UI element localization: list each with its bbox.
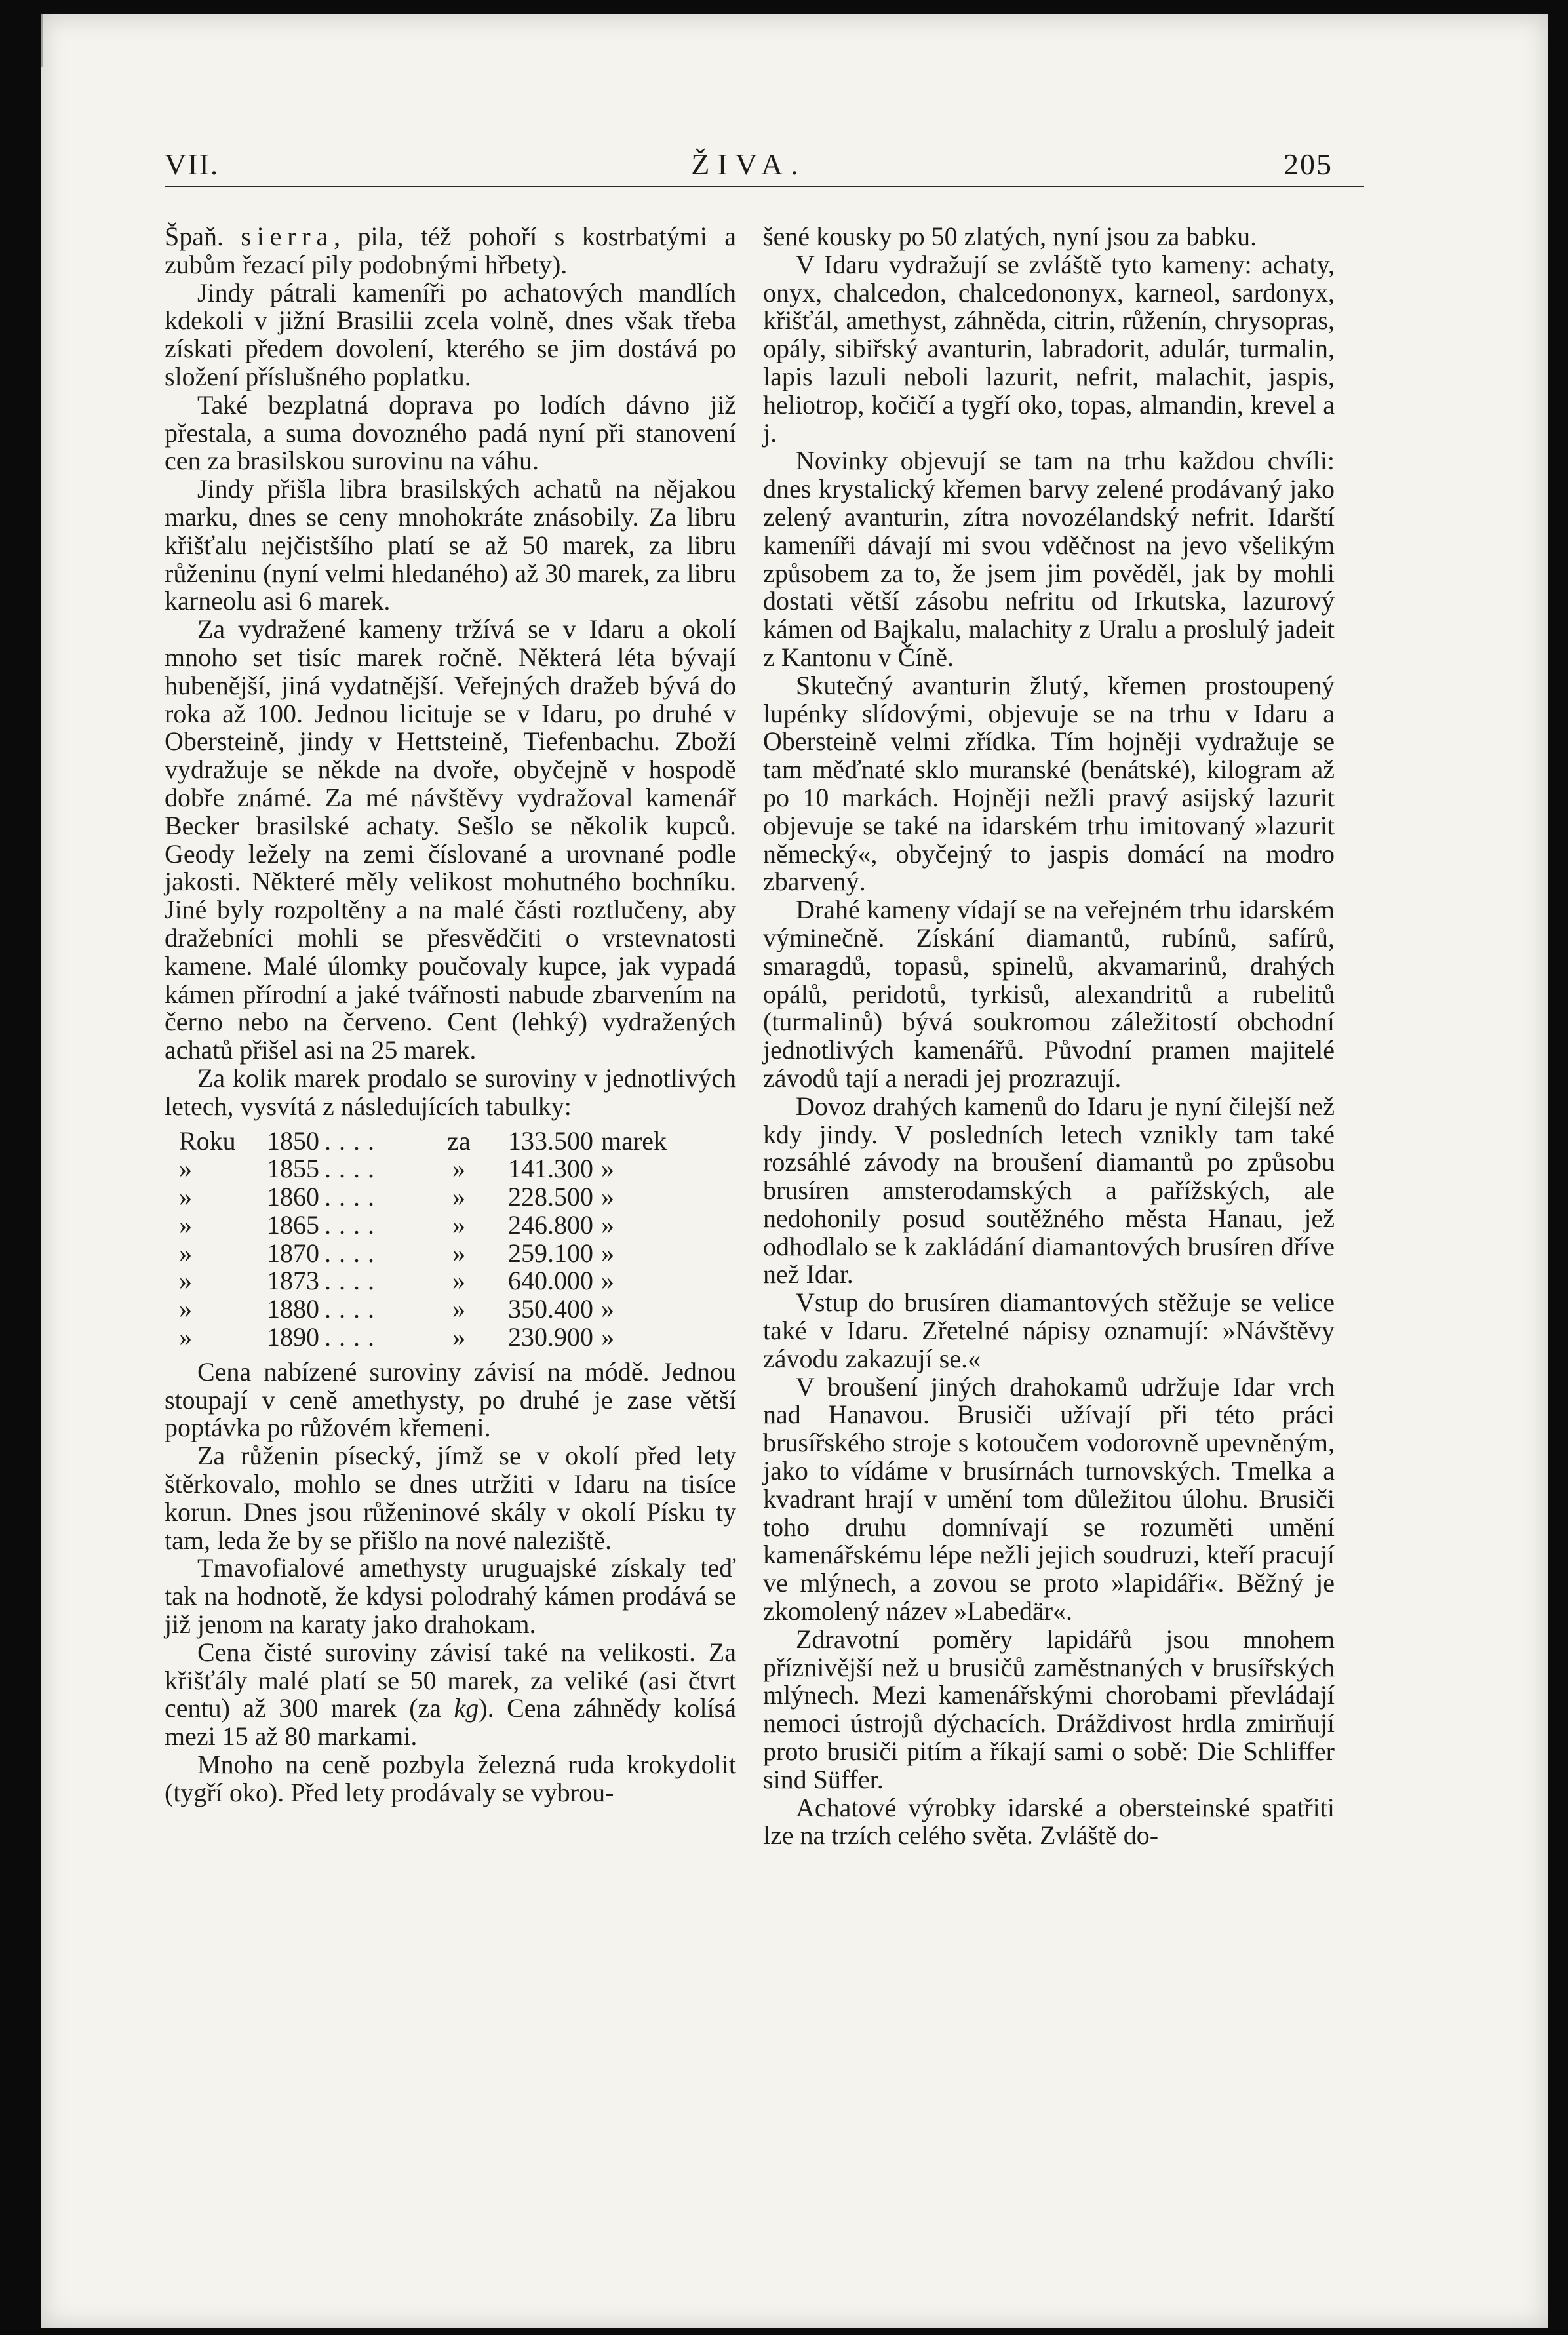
unit-cell: » xyxy=(601,1238,614,1268)
paragraph: šené kousky po 50 zlatých, nyní jsou za babku. xyxy=(763,222,1257,251)
paragraph: Cena čisté suroviny závisí také na velikosti. Za křišťály malé platí se 50 marek, za veliké (asi čtvrt centu) až 300 marek (za kg). Cena záhnědy kolísá mezi 15 až 80 markami. xyxy=(165,1637,736,1752)
leader-dots: .... xyxy=(324,1126,382,1156)
amount-cell: 246.800 xyxy=(508,1209,593,1240)
amount-cell: 230.900 xyxy=(508,1322,593,1352)
year-cell: 1850 xyxy=(267,1126,319,1156)
journal-title: ŽIVA. xyxy=(691,147,806,181)
header-rule xyxy=(165,186,1364,187)
amount-prefix: » xyxy=(452,1209,465,1240)
leader-dots: .... xyxy=(324,1182,382,1212)
leader-dots: .... xyxy=(324,1266,382,1296)
amount-cell: 141.300 xyxy=(508,1154,593,1184)
leader-dots: .... xyxy=(324,1322,382,1352)
paragraph: Zdravotní poměry lapidářů jsou mnohem příznivější než u brusičů zaměstnaných v brusířských mlýnech. Mezi kamenářskými chorobami převládají nemoci ústrojů dýchacích. Dráždivost hrdla zmirňují proto brusiči pitím a říkají sami o sobě: Die Schliffer sind Süffer. xyxy=(763,1624,1335,1794)
paragraph: Tmavofialové amethysty uruguajské získaly teď tak na hodnotě, že kdysi polodrahý kámen prodává se již jenom na karaty jako drahokam. xyxy=(165,1553,736,1639)
year-cell: 1865 xyxy=(267,1209,319,1240)
table-row xyxy=(179,1324,706,1352)
row-label: » xyxy=(179,1154,192,1184)
amount-cell: 640.000 xyxy=(508,1266,593,1296)
amount-prefix: » xyxy=(452,1294,465,1324)
paragraph: Za růženin písecký, jímž se v okolí před lety štěrkovalo, mohlo se dnes utržiti v Idaru na tisíce korun. Dnes jsou růženinové skály v okolí Písku ty tam, leda že by se přišlo na nové naleziště. xyxy=(165,1441,736,1555)
row-label: » xyxy=(179,1322,192,1352)
paragraph: Jindy pátrali kameníři po achatových mandlích kdekoli v jižní Brasilii zcela volně, dnes však třeba získati předem dovolení, kterého se jim dostává po složení příslušného poplatku. xyxy=(165,277,736,391)
unit-cell: » xyxy=(601,1266,614,1296)
amount-prefix: za xyxy=(447,1126,471,1156)
unit-cell: » xyxy=(601,1209,614,1240)
unit-cell: » xyxy=(601,1154,614,1184)
table-row xyxy=(179,1295,706,1324)
paragraph: Skutečný avanturin žlutý, křemen prostoupený lupénky slídovými, objevuje se na trhu v Idaru a Obersteině velmi zřídka. Tím hojněji vydražuje se tam měďnaté sklo muranské (benátské), kilogram až po 10 markách. Hojněji nežli pravý asijský lazurit objevuje se také na idarském trhu imitovaný »lazurit německý«, obyčejný to jaspis domácí na modro zbarvený. xyxy=(763,670,1335,897)
left-column xyxy=(165,223,736,1807)
year-cell: 1860 xyxy=(267,1182,319,1212)
table-row xyxy=(179,1155,706,1183)
paragraph: Achatové výrobky idarské a obersteinské spatřiti lze na trzích celého světa. Zvláště do- xyxy=(763,1792,1335,1851)
paragraph: Mnoho na ceně pozbyla železná ruda krokydolit (tygří oko). Před lety prodávaly se vybrou- xyxy=(165,1750,736,1807)
leader-dots: .... xyxy=(324,1209,382,1240)
paragraph: Dovoz drahých kamenů do Idaru je nyní čilejší než kdy jindy. V posledních letech vznikly tam také rozsáhlé závody na broušení diamantů po způsobu brusíren amsterodamských a pařížských, ale nedohonily posud soutěžného města Hanau, jež odhodlalo se k zakládání diamantových brusíren dříve než Idar. xyxy=(763,1091,1335,1289)
row-label: » xyxy=(179,1238,192,1268)
paragraph: Za kolik marek prodalo se suroviny v jednotlivých letech, vysvítá z následujících tabulky: xyxy=(165,1063,736,1121)
paragraph: Špaň. sierra, pila, též pohoří s kostrbatými a zubům řezací pily podobnými hřbety). xyxy=(165,222,737,279)
amount-prefix: » xyxy=(452,1322,465,1352)
row-label: » xyxy=(179,1294,192,1324)
paragraph: Za vydražené kameny tržívá se v Idaru a okolí mnoho set tisíc marek ročně. Některá léta bývají hubenější, jiná vydatnější. Veřejných dražeb bývá do roka až 100. Jednou licituje se v Idaru, po druhé v Obersteině, jindy v Hettsteině, Tiefenbachu. Zboží vydražuje se někde na dvoře, obyčejně v hospodě dobře známé. Za mé návštěvy vydražoval kamenář Becker brasilské achaty. Sešlo se několik kupců. Geody ležely na zemi číslované a urovnané podle jakosti. Některé měly velikost mohutného bochníku. Jiné byly rozpoltěny a na malé části roztlučeny, aby dražebníci mohli se přesvědčiti o vrstevnatosti kamene. Malé úlomky poučovaly kupce, jak vypadá kámen přírodní a jaké tvářnosti nabude zbarvením na černo nebo na červeno. Cent (lehký) vydražených achatů přišel asi na 25 marek. xyxy=(165,614,736,1065)
amount-cell: 259.100 xyxy=(508,1238,593,1268)
table-row xyxy=(179,1211,706,1240)
amount-prefix: » xyxy=(452,1154,465,1184)
unit-cell: marek xyxy=(601,1126,667,1156)
volume-number: VII. xyxy=(165,147,220,181)
year-cell: 1880 xyxy=(267,1294,319,1324)
table-row xyxy=(179,1240,706,1268)
year-cell: 1870 xyxy=(267,1238,319,1268)
row-label: » xyxy=(179,1266,192,1296)
amount-cell: 228.500 xyxy=(508,1182,593,1212)
sales-table xyxy=(179,1128,706,1352)
amount-prefix: » xyxy=(452,1182,465,1212)
paragraph: Novinky objevují se tam na trhu každou chvíli: dnes krystalický křemen barvy zelené prodávaný jako zelený avanturin, zítra novozélandský nefrit. Idarští kameníři dávají mi svou vděčnost na jevo všelikým způsobem za to, že jsem jim pověděl, jak by mohli dostati větší zásobu nefritu od Irkutska, lazurový kámen od Bajkalu, malachity z Uralu a proslulý jadeit z Kantonu v Číně. xyxy=(763,446,1335,672)
unit-cell: » xyxy=(601,1294,614,1324)
scan-edge-mark xyxy=(41,14,121,67)
row-label: Roku xyxy=(179,1126,236,1156)
paragraph: V Idaru vydražují se zvláště tyto kameny: achaty, onyx, chalcedon, chalcedononyx, karneol, sardonyx, křišťál, amethyst, záhněda, citrin, růženín, chrysopras, opály, sibiřský avanturin, labradorit, adulár, turmalin, lapis lazuli neboli lazurit, nefrit, malachit, jaspis, heliotrop, kočičí a tygří oko, topas, almandin, krevel a j. xyxy=(763,249,1335,448)
page-number: 205 xyxy=(1284,147,1333,181)
amount-cell: 133.500 xyxy=(508,1126,593,1156)
table-row xyxy=(179,1183,706,1211)
leader-dots: .... xyxy=(324,1238,382,1268)
right-column xyxy=(763,223,1335,1850)
table-row xyxy=(179,1267,706,1295)
unit-cell: » xyxy=(601,1182,614,1212)
year-cell: 1890 xyxy=(267,1322,319,1352)
paragraph: V broušení jiných drahokamů udržuje Idar vrch nad Hanavou. Brusiči užívají při této práci brusířského stroje s kotoučem vodorovně upevněným, jako to vídáme v brusírnách turnovských. Tmelka a kvadrant hrají v umění tom důležitou úlohu. Brusiči toho druhu domnívají se rozuměti umění kamenářskému lépe nežli jejich soudruzi, kteří pracují ve mlýnech, a zovou se proto »lapidáři«. Běžný je zkomolený název »Labedär«. xyxy=(763,1371,1335,1626)
unit-cell: » xyxy=(601,1322,614,1352)
paragraph: Vstup do brusíren diamantových stěžuje se velice také v Idaru. Zřetelné nápisy oznamují: »Návštěvy závodu zakazují se.« xyxy=(763,1287,1335,1373)
paragraph: Jindy přišla libra brasilských achatů na nějakou marku, dnes se ceny mnohokráte znásobily. Za libru křišťalu nejčistšího platí se až 50 marek, za libru růženinu (nyní velmi hledaného) až 30 marek, za libru karneolu asi 6 marek. xyxy=(165,474,736,616)
row-label: » xyxy=(179,1209,192,1240)
leader-dots: .... xyxy=(324,1154,382,1184)
row-label: » xyxy=(179,1182,192,1212)
running-header xyxy=(165,128,1333,181)
amount-prefix: » xyxy=(452,1266,465,1296)
year-cell: 1873 xyxy=(267,1266,319,1296)
leader-dots: .... xyxy=(324,1294,382,1324)
amount-prefix: » xyxy=(452,1238,465,1268)
paragraph: Drahé kameny vídají se na veřejném trhu idarském výminečně. Získání diamantů, rubínů, safírů, smaragdů, topasů, spinelů, akvamarinů, drahých opálů, peridotů, tyrkisů, alexandritů a rubelitů (turmalinů) bývá soukromou záležitostí obchodní jednotlivých kamenářů. Původní pramen majitelé závodů tají a neradi jej prozrazují. xyxy=(763,895,1335,1093)
paragraph: Také bezplatná doprava po lodích dávno již přestala, a suma dovozného padá nyní při stanovení cen za brasilskou surovinu na váhu. xyxy=(165,389,736,476)
paragraph: Cena nabízené suroviny závisí na módě. Jednou stoupají v ceně amethysty, po druhé je zase větší poptávka po růžovém křemeni. xyxy=(165,1356,736,1443)
amount-cell: 350.400 xyxy=(508,1294,593,1324)
year-cell: 1855 xyxy=(267,1154,319,1184)
table-row xyxy=(179,1128,706,1156)
